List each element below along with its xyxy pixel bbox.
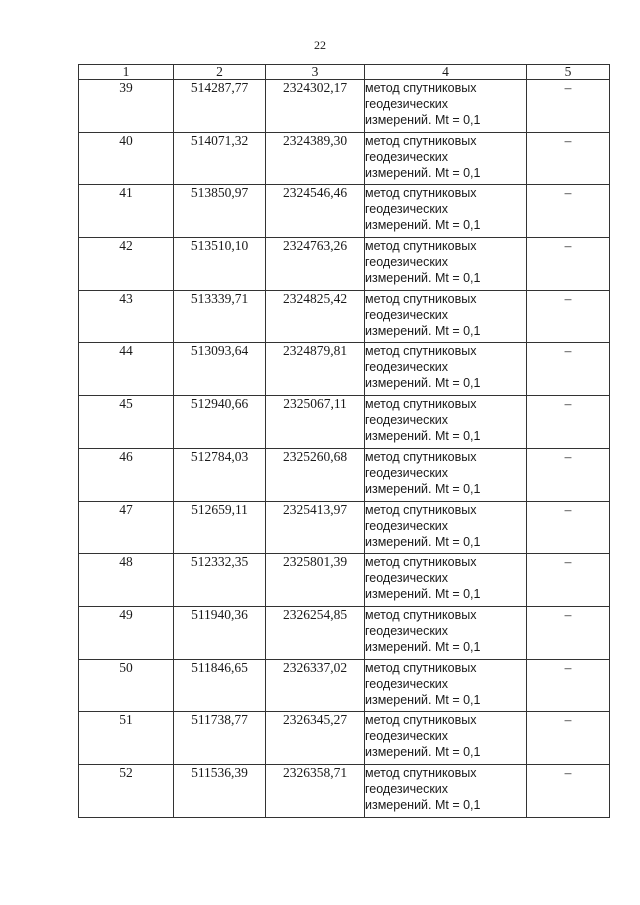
note-cell: – — [527, 343, 610, 396]
point-number-cell: 49 — [79, 606, 174, 659]
note-cell: – — [527, 606, 610, 659]
note-cell: – — [527, 80, 610, 133]
table-row — [79, 659, 610, 712]
header-col-2: 2 — [174, 65, 266, 80]
point-number-cell: 44 — [79, 343, 174, 396]
method-line: геодезических — [365, 202, 449, 217]
point-number-cell: 42 — [79, 238, 174, 291]
point-number-cell: 43 — [79, 290, 174, 343]
y-coordinate-cell: 2324302,17 — [266, 80, 365, 133]
header-col-4: 4 — [365, 65, 527, 80]
y-coordinate-cell: 2324763,26 — [266, 238, 365, 291]
coordinates-table — [78, 64, 610, 818]
method-line: геодезических — [365, 360, 449, 375]
header-row — [79, 65, 610, 80]
method-cell — [365, 606, 527, 659]
method-line: геодезических — [365, 307, 449, 322]
note-cell: – — [527, 764, 610, 817]
point-number-cell: 41 — [79, 185, 174, 238]
point-number-cell: 40 — [79, 132, 174, 185]
note-cell: – — [527, 185, 610, 238]
method-cell — [365, 501, 527, 554]
point-number-cell: 39 — [79, 80, 174, 133]
table-header — [79, 65, 610, 80]
note-cell: – — [527, 554, 610, 607]
method-cell — [365, 448, 527, 501]
method-line: измерений. Mt = 0,1 — [365, 429, 481, 444]
method-cell — [365, 290, 527, 343]
method-line: метод спутниковых — [365, 291, 477, 306]
header-col-1: 1 — [79, 65, 174, 80]
note-cell: – — [527, 238, 610, 291]
method-line: метод спутниковых — [365, 607, 477, 622]
method-cell — [365, 554, 527, 607]
x-coordinate-cell: 512659,11 — [174, 501, 266, 554]
method-line: измерений. Mt = 0,1 — [365, 113, 481, 127]
y-coordinate-cell: 2324879,81 — [266, 343, 365, 396]
point-number-cell: 45 — [79, 396, 174, 449]
method-line: измерений. Mt = 0,1 — [365, 481, 481, 496]
point-number-cell: 51 — [79, 712, 174, 765]
method-line: геодезических — [365, 781, 449, 796]
y-coordinate-cell: 2325067,11 — [266, 396, 365, 449]
table-row — [79, 80, 610, 133]
method-line: метод спутниковых — [365, 81, 477, 95]
x-coordinate-cell: 511846,65 — [174, 659, 266, 712]
table-row — [79, 501, 610, 554]
method-line: измерений. Mt = 0,1 — [365, 745, 481, 760]
y-coordinate-cell: 2326337,02 — [266, 659, 365, 712]
y-coordinate-cell: 2326254,85 — [266, 606, 365, 659]
x-coordinate-cell: 513093,64 — [174, 343, 266, 396]
method-cell — [365, 764, 527, 817]
y-coordinate-cell: 2324389,30 — [266, 132, 365, 185]
note-cell: – — [527, 501, 610, 554]
method-line: измерений. Mt = 0,1 — [365, 692, 481, 707]
y-coordinate-cell: 2325801,39 — [266, 554, 365, 607]
method-line: измерений. Mt = 0,1 — [365, 639, 481, 654]
y-coordinate-cell: 2326345,27 — [266, 712, 365, 765]
x-coordinate-cell: 514071,32 — [174, 132, 266, 185]
method-line: измерений. Mt = 0,1 — [365, 376, 481, 391]
x-coordinate-cell: 512940,66 — [174, 396, 266, 449]
table-row — [79, 238, 610, 291]
point-number-cell: 50 — [79, 659, 174, 712]
y-coordinate-cell: 2325260,68 — [266, 448, 365, 501]
method-line: метод спутниковых — [365, 660, 477, 675]
method-line: метод спутниковых — [365, 449, 477, 464]
method-cell — [365, 185, 527, 238]
point-number-cell: 52 — [79, 764, 174, 817]
table-row — [79, 290, 610, 343]
method-line: геодезических — [365, 729, 449, 744]
table-row — [79, 606, 610, 659]
method-line: измерений. Mt = 0,1 — [365, 218, 481, 233]
method-cell — [365, 712, 527, 765]
method-line: метод спутниковых — [365, 344, 477, 359]
y-coordinate-cell: 2325413,97 — [266, 501, 365, 554]
table-row — [79, 448, 610, 501]
table-row — [79, 396, 610, 449]
method-line: измерений. Mt = 0,1 — [365, 323, 481, 338]
method-line: метод спутниковых — [365, 186, 477, 201]
method-line: геодезических — [365, 571, 449, 586]
method-line: геодезических — [365, 518, 449, 533]
header-col-5: 5 — [527, 65, 610, 80]
x-coordinate-cell: 513510,10 — [174, 238, 266, 291]
y-coordinate-cell: 2324825,42 — [266, 290, 365, 343]
method-line: метод спутниковых — [365, 713, 477, 728]
point-number-cell: 47 — [79, 501, 174, 554]
method-line: геодезических — [365, 465, 449, 480]
x-coordinate-cell: 513339,71 — [174, 290, 266, 343]
table-row — [79, 185, 610, 238]
x-coordinate-cell: 511940,36 — [174, 606, 266, 659]
x-coordinate-cell: 512332,35 — [174, 554, 266, 607]
method-line: метод спутниковых — [365, 133, 477, 148]
method-line: метод спутниковых — [365, 239, 477, 254]
method-line: геодезических — [365, 623, 449, 638]
method-line: метод спутниковых — [365, 397, 477, 412]
method-cell — [365, 238, 527, 291]
method-cell — [365, 396, 527, 449]
x-coordinate-cell: 511536,39 — [174, 764, 266, 817]
method-cell — [365, 132, 527, 185]
table-row — [79, 554, 610, 607]
method-line: геодезических — [365, 255, 449, 270]
note-cell: – — [527, 290, 610, 343]
method-line: измерений. Mt = 0,1 — [365, 587, 481, 602]
method-cell — [365, 659, 527, 712]
method-line: измерений. Mt = 0,1 — [365, 797, 481, 812]
x-coordinate-cell: 512784,03 — [174, 448, 266, 501]
method-line: геодезических — [365, 97, 449, 111]
note-cell: – — [527, 132, 610, 185]
note-cell: – — [527, 448, 610, 501]
method-cell — [365, 80, 527, 133]
method-line: измерений. Mt = 0,1 — [365, 534, 481, 549]
method-line: метод спутниковых — [365, 555, 477, 570]
method-cell — [365, 343, 527, 396]
table-row — [79, 132, 610, 185]
y-coordinate-cell: 2324546,46 — [266, 185, 365, 238]
point-number-cell: 46 — [79, 448, 174, 501]
table-row — [79, 343, 610, 396]
x-coordinate-cell: 511738,77 — [174, 712, 266, 765]
x-coordinate-cell: 513850,97 — [174, 185, 266, 238]
point-number-cell: 48 — [79, 554, 174, 607]
method-line: геодезических — [365, 676, 449, 691]
method-line: метод спутниковых — [365, 502, 477, 517]
x-coordinate-cell: 514287,77 — [174, 80, 266, 133]
method-line: метод спутниковых — [365, 765, 477, 780]
note-cell: – — [527, 659, 610, 712]
page-number: 22 — [314, 38, 326, 52]
method-line: геодезических — [365, 149, 449, 164]
table-row — [79, 764, 610, 817]
note-cell: – — [527, 396, 610, 449]
header-col-3: 3 — [266, 65, 365, 80]
method-line: геодезических — [365, 413, 449, 428]
method-line: измерений. Mt = 0,1 — [365, 165, 481, 180]
table-row — [79, 712, 610, 765]
y-coordinate-cell: 2326358,71 — [266, 764, 365, 817]
method-line: измерений. Mt = 0,1 — [365, 271, 481, 286]
note-cell: – — [527, 712, 610, 765]
table-body — [79, 80, 610, 818]
